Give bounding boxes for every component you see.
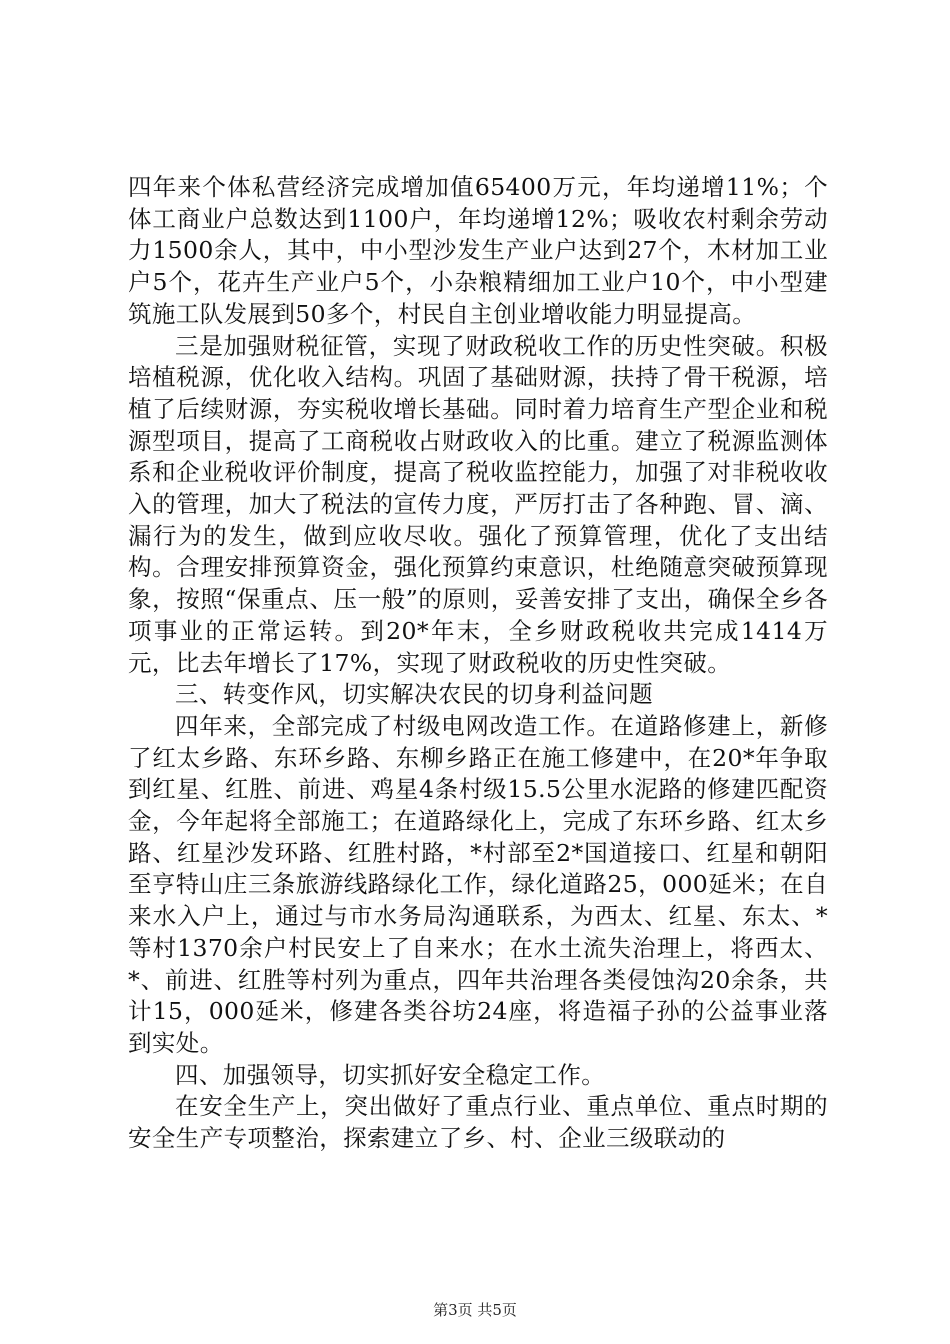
paragraph-private-economy: 四年来个体私营经济完成增加值65400万元，年均递增11%；个体工商业户总数达到1100户，年均递增12%；吸收农村剩余劳动力1500余人，其中，中小型沙发生产业户达到27个，木材加工业户5个，花卉生产业户5个，小杂粮精细加工业户10个，中小型建筑施工队发展到50多个，村民自主创业增收能力明显提高。 [128, 173, 828, 328]
paragraph-safety-production: 在安全生产上，突出做好了重点行业、重点单位、重点时期的安全生产专项整治，探索建立了乡、村、企业三级联动的 [128, 1092, 828, 1153]
section-heading-work-style: 三、转变作风，切实解决农民的切身利益问题 [175, 680, 653, 709]
section-heading-safety: 四、加强领导，切实抓好安全稳定工作。 [175, 1060, 606, 1089]
paragraph-fiscal-tax: 三是加强财税征管，实现了财政税收工作的历史性突破。积极培植税源，优化收入结构。巩固了基础财源，扶持了骨干税源，培植了后续财源，夯实税收增长基础。同时着力培育生产型企业和税源型项目，提高了工商税收占财政收入的比重。建立了税源监测体系和企业税收评价制度，提高了税收监控能力，加强了对非税收收入的管理，加大了税法的宣传力度，严厉打击了各种跑、冒、滴、漏行为的发生，做到应收尽收。强化了预算管理，优化了支出结构。合理安排预算资金，强化预算约束意识，杜绝随意突破预算现象，按照“保重点、压一般”的原则，妥善安排了支出，确保全乡各项事业的正常运转。到20*年末，全乡财政税收共完成1414万元，比去年增长了17%，实现了财政税收的历史性突破。 [128, 331, 828, 677]
page-number-footer: 第3页 共5页 [433, 1301, 517, 1319]
document-body [128, 172, 828, 1155]
paragraph-infrastructure: 四年来，全部完成了村级电网改造工作。在道路修建上，新修了红太乡路、东环乡路、东柳乡路正在施工修建中，在20*年争取到红星、红胜、前进、鸡星4条村级15.5公里水泥路的修建匹配资金，今年起将全部施工；在道路绿化上，完成了东环乡路、红太乡路、红星沙发环路、红胜村路，*村部至2*国道接口、红星和朝阳至亨特山庄三条旅游线路绿化工作，绿化道路25，000延米；在自来水入户上，通过与市水务局沟通联系，为西太、红星、东太、*等村1370余户村民安上了自来水；在水土流失治理上，将西太、*、前进、红胜等村列为重点，四年共治理各类侵蚀沟20余条，共计15，000延米，修建各类谷坊24座，将造福子孙的公益事业落到实处。 [128, 711, 828, 1057]
